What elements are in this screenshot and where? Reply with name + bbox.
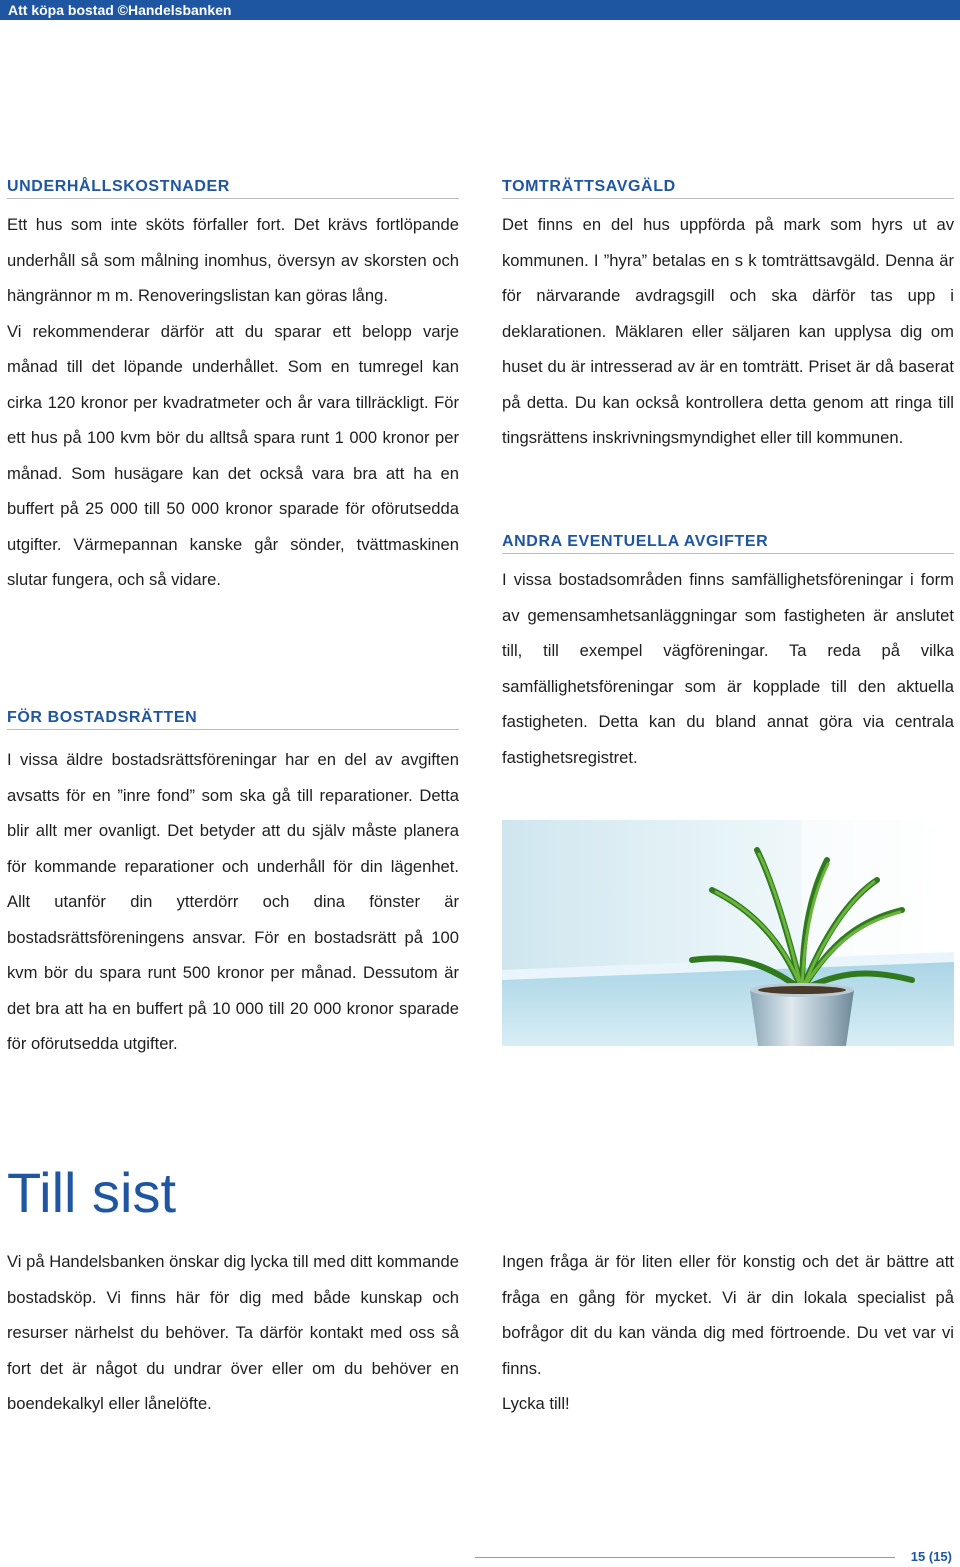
till-sist-right-para-2: Lycka till!	[502, 1394, 570, 1413]
plant-illustration	[502, 820, 954, 1046]
footer-rule	[475, 1557, 895, 1558]
document-header: Att köpa bostad ©Handelsbanken	[0, 0, 960, 20]
section-underhall	[7, 178, 459, 598]
page-number: 15 (15)	[910, 1549, 952, 1564]
till-sist-right	[502, 1244, 954, 1422]
till-sist-right-para-1: Ingen fråga är för liten eller för konstig och det är bättre att fråga en gång för mycket. Vi är din lokala specialist på bofrågor dit du kan vända dig med förtroende. Du vet var vi finns.	[502, 1252, 954, 1378]
till-sist-left-para: Vi på Handelsbanken önskar dig lycka till med ditt kommande bostadsköp. Vi finns här för dig med både kunskap och resurser närhelst du behöver. Ta därför kontakt med oss så fort det är något du undrar över eller om du behöver en boendekalkyl eller lånelöfte.	[7, 1252, 459, 1413]
till-sist-title: Till sist	[7, 1161, 177, 1224]
page-footer	[0, 1548, 960, 1566]
heading-underhall: UNDERHÅLLSKOSTNADER	[7, 178, 459, 199]
underhall-para-1: Ett hus som inte sköts förfaller fort. Det krävs fortlöpande underhåll så som målning inomhus, översyn av skorsten och hängrännor m m. Renoveringslistan kan göras lång.	[7, 215, 459, 305]
tomtratt-para-1: Det finns en del hus uppförda på mark som hyrs ut av kommunen. I ”hyra” betalas en s k tomträttsavgäld. Denna är för närvarande avdragsgill och ska därför tas upp i deklarationen. Mäklaren eller säljaren kan upplysa dig om huset du är intresserad av är en tomträtt. Priset är då baserat på detta. Du kan också kontrollera detta genom att ringa till tingsrättens inskrivningsmyndighet eller till kommunen.	[502, 215, 954, 447]
section-andra	[502, 533, 954, 775]
bostadsratt-para-1: I vissa äldre bostadsrättsföreningar har en del av avgiften avsatts för en ”inre fond” som ska gå till reparationer. Detta blir allt mer ovanligt. Det betyder att du själv måste planera för kommande reparationer och underhåll för din lägenhet. Allt utanför din ytterdörr och dina fönster är bostadsrättsföreningens ansvar. För en bostadsrätt på 100 kvm bör du spara runt 500 kronor per månad. Dessutom är det bra att ha en buffert på 10 000 till 20 000 kronor sparade för oförutsedda utgifter.	[7, 750, 459, 1053]
till-sist-left	[7, 1244, 459, 1422]
heading-tomtratt: TOMTRÄTTSAVGÄLD	[502, 178, 954, 199]
heading-bostadsratt: FÖR BOSTADSRÄTTEN	[7, 709, 459, 730]
plant-photo	[502, 820, 954, 1046]
section-tomtratt	[502, 178, 954, 456]
underhall-para-2: Vi rekommenderar därför att du sparar ett belopp varje månad till det löpande underhållet. Som en tumregel kan cirka 120 kronor per kvadratmeter och år vara tillräckligt. För ett hus på 100 kvm bör du alltså spara runt 1 000 kronor per månad. Som husägare kan det också vara bra att ha en buffert på 25 000 till 50 000 kronor sparade för oförutsedda utgifter. Värmepannan kanske går sönder, tvättmaskinen slutar fungera, och så vidare.	[7, 321, 459, 589]
heading-andra: ANDRA EVENTUELLA AVGIFTER	[502, 533, 954, 554]
section-bostadsratt	[7, 709, 459, 1062]
andra-para-1: I vissa bostadsområden finns samfällighetsföreningar i form av gemensamhetsanläggningar som fastigheten är anslutet till, till exempel vägföreningar. Ta reda på vilka samfällighetsföreningar som är kopplade till den aktuella fastigheten. Detta kan du bland annat göra via centrala fastighetsregistret.	[502, 570, 954, 767]
